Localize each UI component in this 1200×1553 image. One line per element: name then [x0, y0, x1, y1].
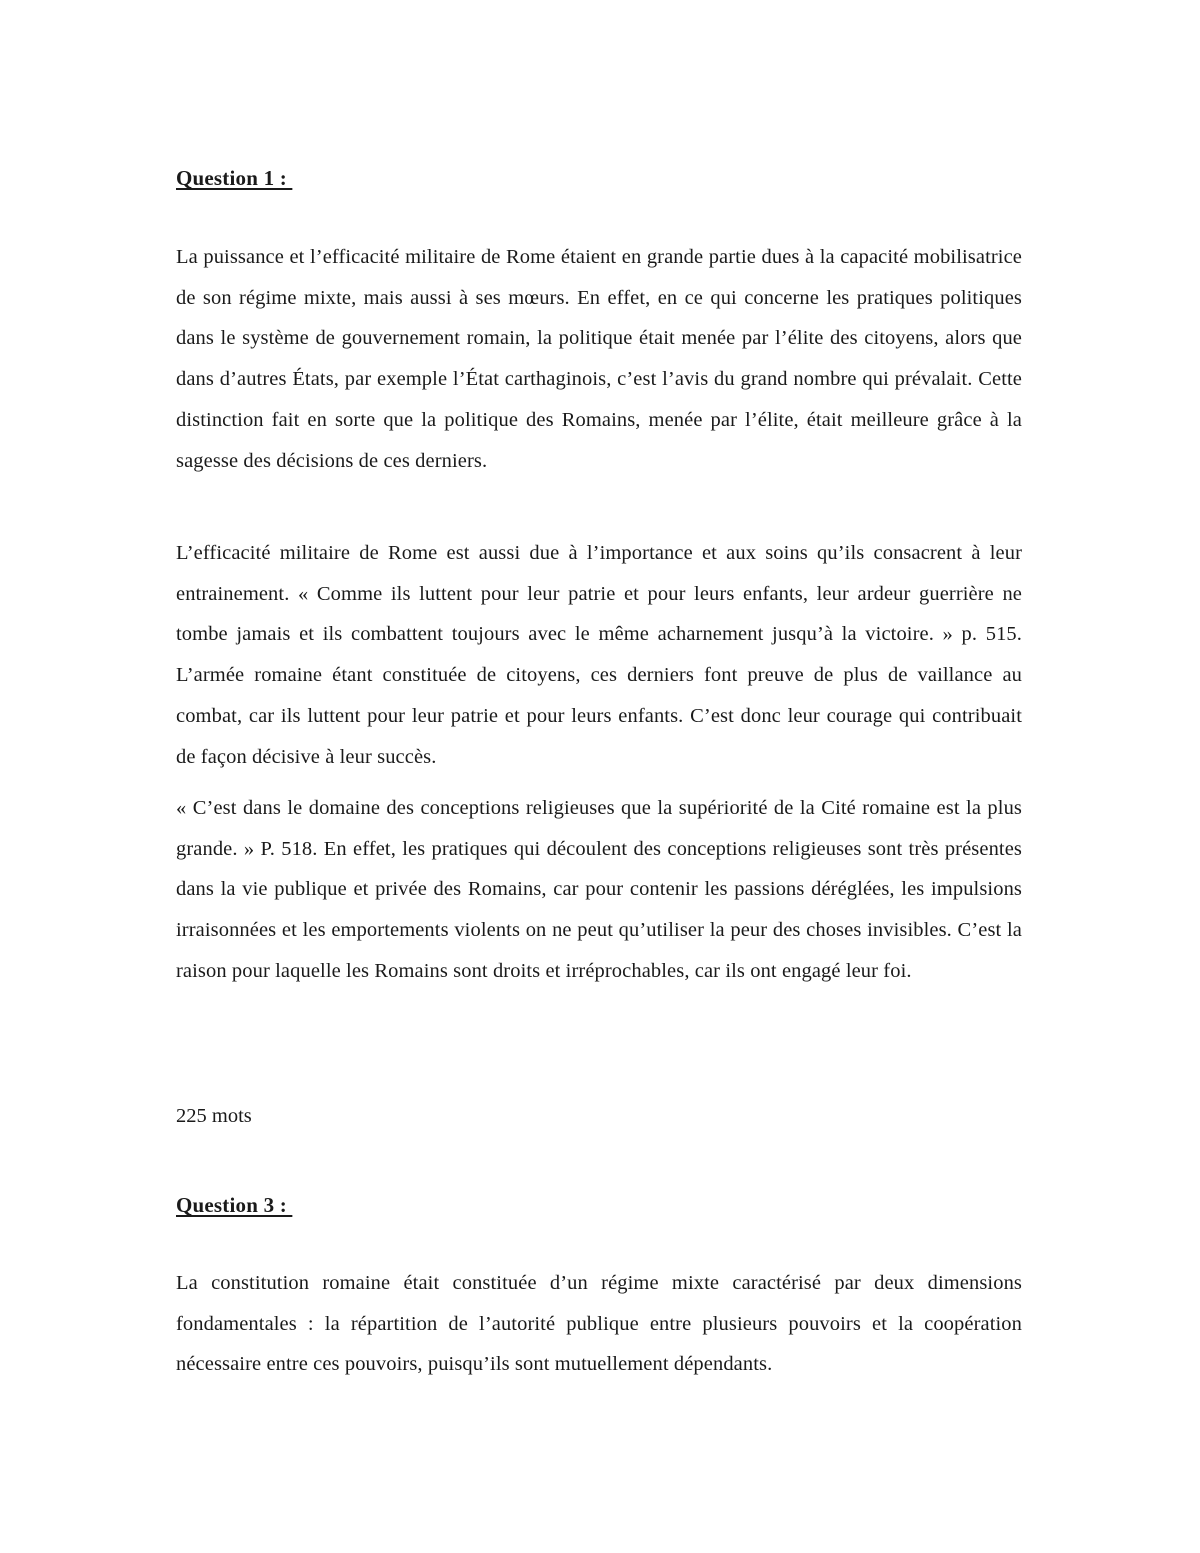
- word-count: 225 mots: [176, 1105, 252, 1127]
- question-3-paragraph-1: La constitution romaine était constituée d’un régime mixte caractérisé par deux dimensions fondamentales : la répartition de l’autorité publique entre plusieurs pouvoirs et la coopération nécessaire entre ces pouvoirs, puisqu’ils sont mutuellement dépendants.: [176, 1272, 1022, 1376]
- question-3-heading: Question 3 :: [176, 1193, 293, 1217]
- document-page: [176, 0, 1022, 1553]
- question-1-heading: Question 1 :: [176, 166, 293, 190]
- question-1-paragraph-1: La puissance et l’efficacité militaire de Rome étaient en grande partie dues à la capacité mobilisatrice de son régime mixte, mais aussi à ses mœurs. En effet, en ce qui concerne les pratiques politiques dans le système de gouvernement romain, la politique était menée par l’élite des citoyens, alors que dans d’autres États, par exemple l’État carthaginois, c’est l’avis du grand nombre qui prévalait. Cette distinction fait en sorte que la politique des Romains, menée par l’élite, était meilleure grâce à la sagesse des décisions de ces derniers.: [176, 246, 1022, 472]
- question-1-paragraph-2: L’efficacité militaire de Rome est aussi due à l’importance et aux soins qu’ils consacrent à leur entrainement. « Comme ils luttent pour leur patrie et pour leurs enfants, leur ardeur guerrière ne tombe jamais et ils combattent toujours avec le même acharnement jusqu’à la victoire. » p. 515. L’armée romaine étant constituée de citoyens, ces derniers font preuve de plus de vaillance au combat, car ils luttent pour leur patrie et pour leurs enfants. C’est donc leur courage qui contribuait de façon décisive à leur succès.: [176, 542, 1022, 768]
- question-1-paragraph-3: « C’est dans le domaine des conceptions religieuses que la supériorité de la Cité romaine est la plus grande. » P. 518. En effet, les pratiques qui découlent des conceptions religieuses sont très présentes dans la vie publique et privée des Romains, car pour contenir les passions déréglées, les impulsions irraisonnées et les emportements violents on ne peut qu’utiliser la peur des choses invisibles. C’est la raison pour laquelle les Romains sont droits et irréprochables, car ils ont engagé leur foi.: [176, 797, 1022, 982]
